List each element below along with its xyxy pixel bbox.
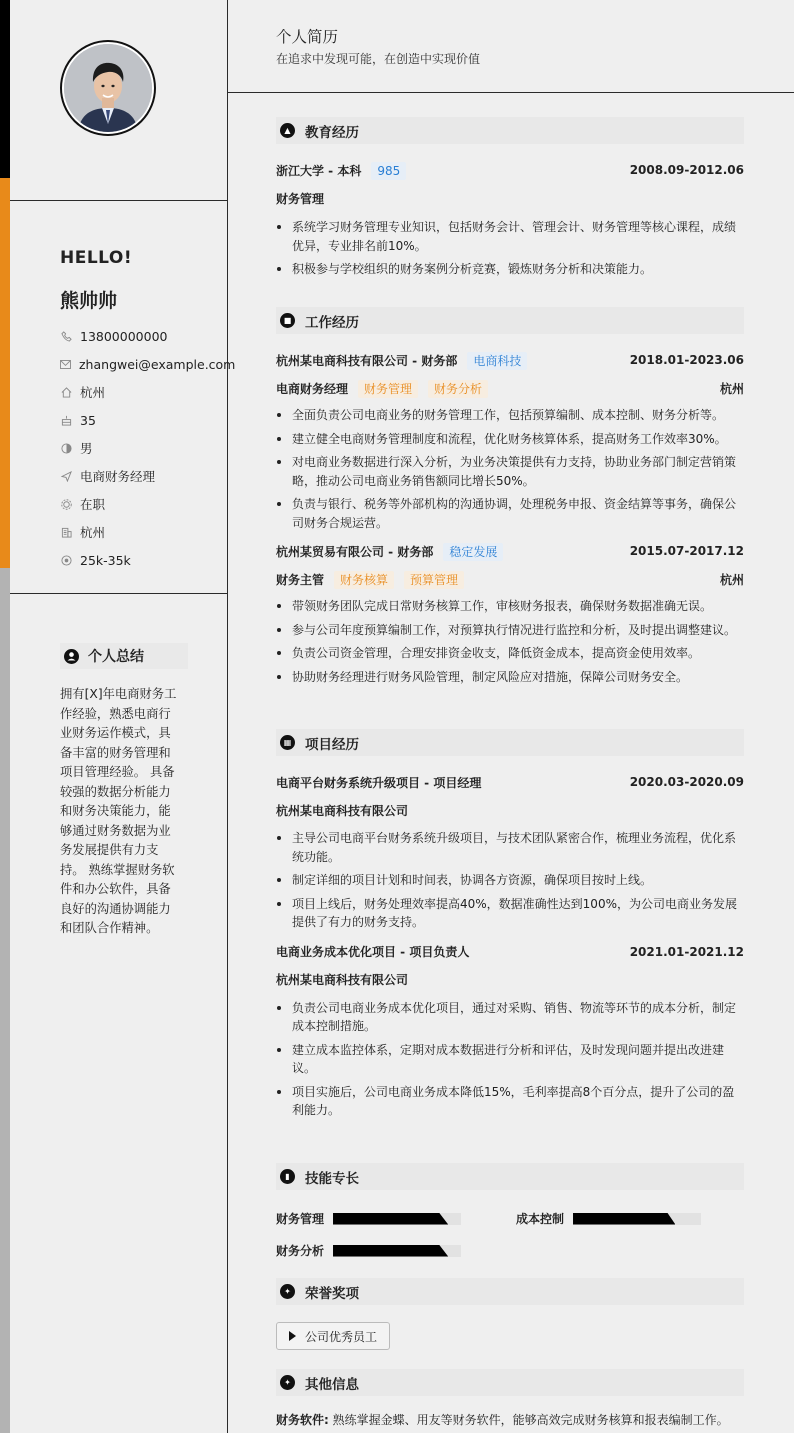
left-column <box>10 0 236 1433</box>
list-item: 负责与银行、税务等外部机构的沟通协调，处理税务申报、资金结算等事务，确保公司财务合规运营。 <box>276 495 744 532</box>
info-city: 杭州 <box>60 518 228 546</box>
mail-icon <box>60 358 71 370</box>
projects-section <box>276 729 744 1125</box>
job-role-row <box>276 565 744 593</box>
list-item: 建立成本监控体系，定期对成本数据进行分析和评估，及时发现问题并提出改进建议。 <box>276 1041 744 1078</box>
skill-row: 成本控制 <box>516 1210 701 1227</box>
project-list <box>276 999 744 1120</box>
list-item: 主导公司电商平台财务系统升级项目，与技术团队紧密合作，梳理业务流程，优化系统功能。 <box>276 829 744 866</box>
education-header <box>276 156 744 184</box>
list-item: 制定详细的项目计划和时间表，协调各方资源，确保项目按时上线。 <box>276 871 744 890</box>
bar-chart-icon: ▮ <box>280 1169 295 1184</box>
right-column <box>228 0 794 1433</box>
list-item: 参与公司年度预算编制工作，对预算执行情况进行监控和分析，及时提出调整建议。 <box>276 621 744 640</box>
education-major: 财务管理 <box>276 191 325 206</box>
other-text: 熟练掌握金蝶、用友等财务软件，能够高效完成财务核算和报表编制工作。 <box>332 1413 729 1427</box>
award-icon: ✦ <box>280 1284 295 1299</box>
job-role: 财务主管 <box>276 572 325 587</box>
skill-tag: 财务分析 <box>428 380 488 398</box>
person-photo-icon <box>64 44 152 132</box>
divider <box>10 200 227 201</box>
list-item: 积极参与学校组织的财务案例分析竞赛，锻炼财务分析和决策能力。 <box>276 260 744 279</box>
education-title: ▲ 教育经历 <box>276 117 744 144</box>
school-name: 浙江大学 - 本科 <box>276 163 362 178</box>
job-header <box>276 346 744 374</box>
education-section <box>276 117 744 284</box>
status-icon <box>60 498 72 510</box>
project-name: 电商业务成本优化项目 - 项目负责人 <box>276 945 470 959</box>
job-city: 杭州 <box>719 572 744 587</box>
school-tag: 985 <box>371 162 406 180</box>
project-header <box>276 938 744 966</box>
user-icon <box>64 649 79 664</box>
skill-row: 财务分析 <box>276 1242 461 1259</box>
other-label: 财务软件: <box>276 1413 329 1427</box>
side-stripe <box>0 0 10 1433</box>
gender-icon <box>60 442 72 454</box>
avatar <box>60 40 156 136</box>
job-tag: 电商科技 <box>467 352 527 370</box>
info-salary: 25k-35k <box>60 546 228 574</box>
list-item: 负责公司资金管理，合理安排资金收支，降低资金成本，提高资金使用效率。 <box>276 644 744 663</box>
building-icon <box>60 526 72 538</box>
skills-section <box>276 1163 744 1190</box>
info-position: 电商财务经理 <box>60 462 228 490</box>
award-chip[interactable]: 公司优秀员工 <box>276 1322 390 1350</box>
job-list <box>276 597 744 686</box>
project-name: 电商平台财务系统升级项目 - 项目经理 <box>276 775 482 790</box>
summary-section-title: 个人总结 <box>60 643 188 669</box>
list-item: 协助财务经理进行财务风险管理，制定风险应对措施，保障公司财务安全。 <box>276 668 744 687</box>
list-item: 对电商业务数据进行深入分析，为业务决策提供有力支持，协助业务部门制定营销策略，推动公司电商业务销售额同比增长50%。 <box>276 453 744 490</box>
other-title: ✦ 其他信息 <box>276 1369 744 1396</box>
list-item: 项目实施后，公司电商业务成本降低15%，毛利率提高8个百分点，提升了公司的盈利能力。 <box>276 1083 744 1120</box>
job-company: 杭州某电商科技有限公司 - 财务部 <box>276 353 458 368</box>
other-info-row <box>276 1411 744 1428</box>
job-header <box>276 537 744 565</box>
list-item: 带领财务团队完成日常财务核算工作，审核财务报表，确保财务数据准确无误。 <box>276 597 744 616</box>
projects-title: ▦ 项目经历 <box>276 729 744 756</box>
info-gender: 男 <box>60 434 228 462</box>
home-icon <box>60 386 72 398</box>
candidate-name: 熊帅帅 <box>60 290 118 312</box>
page-title: 个人简历 <box>276 28 339 46</box>
education-date: 2008.09-2012.06 <box>629 163 744 177</box>
contact-info <box>60 322 236 574</box>
graduation-cap-icon: ▲ <box>280 123 295 138</box>
job-list <box>276 406 744 532</box>
list-item: 建立健全电商财务管理制度和流程，优化财务核算体系，提高财务工作效率30%。 <box>276 430 744 449</box>
project-header <box>276 768 744 796</box>
summary-text: 拥有[X]年电商财务工作经验，熟悉电商行业财务运作模式，具备丰富的财务管理和项目管理经验。 具备较强的数据分析能力和财务决策能力，能够通过财务数据为业务发展提供有力支持。 熟练掌握财务软件和办公软件，具备良好的沟通协调能力和团队合作精神。 <box>60 687 177 935</box>
cake-icon <box>60 414 72 426</box>
info-icon: ✦ <box>280 1375 295 1390</box>
list-item: 负责公司电商业务成本优化项目，通过对采购、销售、物流等环节的成本分析，制定成本控制措施。 <box>276 999 744 1036</box>
list-item: 项目上线后，财务处理效率提高40%，数据准确性达到100%，为公司电商业务发展提供了有力的财务支持。 <box>276 895 744 932</box>
project-date: 2021.01-2021.12 <box>629 944 744 959</box>
project-company: 杭州某电商科技有限公司 <box>276 973 409 987</box>
phone-icon <box>60 330 72 342</box>
awards-title: ✦ 荣誉奖项 <box>276 1278 744 1305</box>
skill-bar <box>333 1245 461 1257</box>
header-divider <box>228 92 794 93</box>
skills-title: ▮ 技能专长 <box>276 1163 744 1190</box>
work-section <box>276 307 744 691</box>
play-icon <box>289 1331 296 1341</box>
skill-bar <box>333 1213 461 1225</box>
work-title: ■ 工作经历 <box>276 307 744 334</box>
info-home: 杭州 <box>60 378 228 406</box>
page-subtitle: 在追求中发现可能，在创造中实现价值 <box>276 52 481 66</box>
list-item: 全面负责公司电商业务的财务管理工作，包括预算编制、成本控制、财务分析等。 <box>276 406 744 425</box>
job-city: 杭州 <box>719 381 744 396</box>
job-tag: 稳定发展 <box>443 543 503 561</box>
divider <box>10 593 227 594</box>
skill-bar <box>573 1213 701 1225</box>
education-list <box>276 218 744 279</box>
job-role: 电商财务经理 <box>276 381 349 396</box>
grid-icon: ▦ <box>280 735 295 750</box>
awards-section <box>276 1278 744 1305</box>
other-section <box>276 1369 744 1428</box>
job-date: 2018.01-2023.06 <box>629 353 744 367</box>
skill-tag: 财务核算 <box>334 571 394 589</box>
job-date: 2015.07-2017.12 <box>629 544 744 558</box>
project-list <box>276 829 744 932</box>
job-role-row <box>276 374 744 402</box>
skill-tag: 财务管理 <box>358 380 418 398</box>
info-email: zhangwei@example.com <box>60 350 228 378</box>
info-age: 35 <box>60 406 228 434</box>
list-item: 系统学习财务管理专业知识，包括财务会计、管理会计、财务管理等核心课程，成绩优异，专业排名前10%。 <box>276 218 744 255</box>
send-icon <box>60 470 72 482</box>
briefcase-icon: ■ <box>280 313 295 328</box>
job-company: 杭州某贸易有限公司 - 财务部 <box>276 544 434 559</box>
hello-text: HELLO! <box>60 248 133 268</box>
skill-tag: 预算管理 <box>404 571 464 589</box>
skill-row: 财务管理 <box>276 1210 461 1227</box>
info-status: 在职 <box>60 490 228 518</box>
info-phone: 13800000000 <box>60 322 228 350</box>
salary-icon <box>60 554 72 566</box>
project-company: 杭州某电商科技有限公司 <box>276 803 409 818</box>
project-date: 2020.03-2020.09 <box>629 775 744 789</box>
